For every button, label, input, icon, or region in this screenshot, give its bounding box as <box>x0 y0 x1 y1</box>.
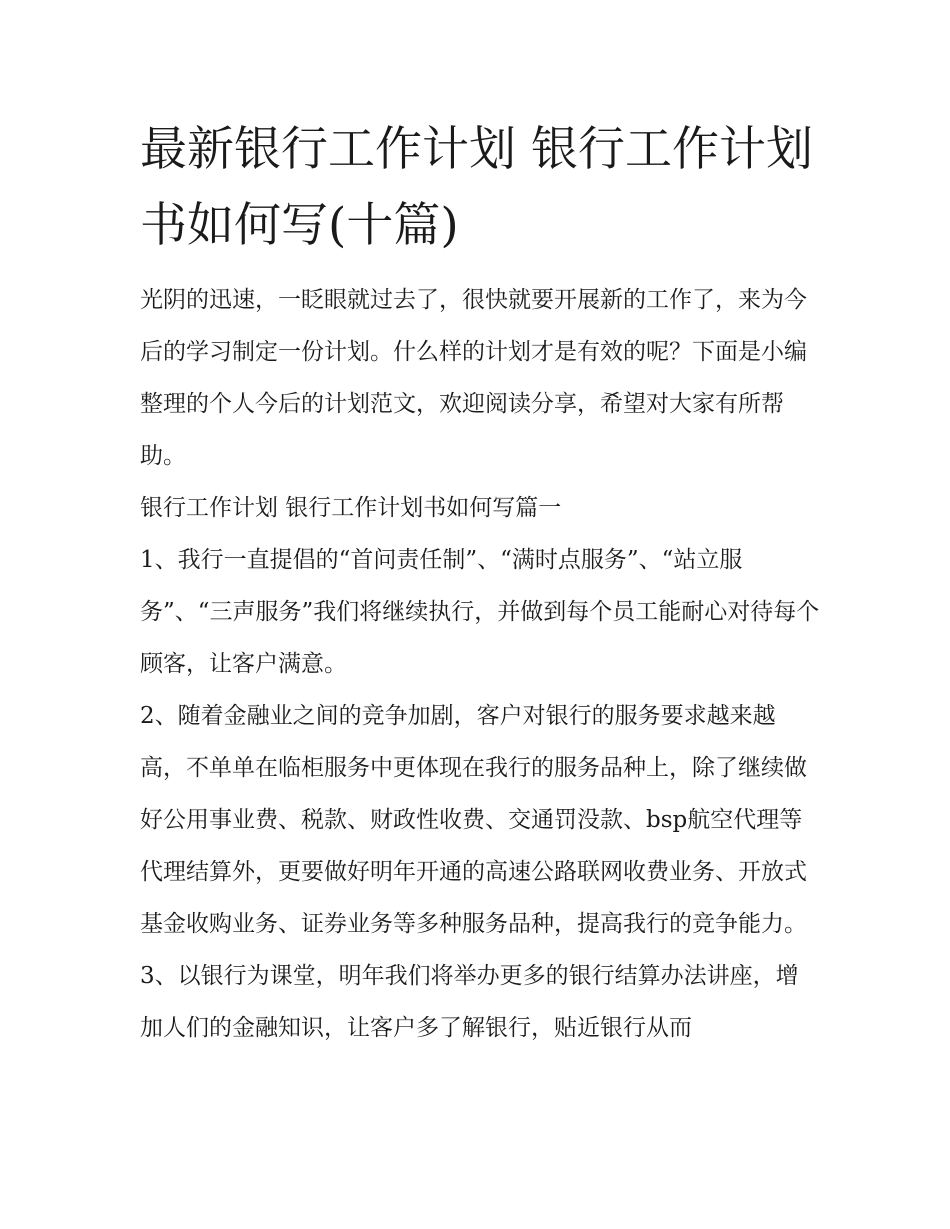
list-item: 2、随着金融业之间的竞争加剧，客户对银行的服务要求越来越高，不单单在临柜服务中更体现在我行的服务品种上，除了继续做好公用事业费、税款、财政性收费、交通罚没款、bsp航空代理等代理结算外，更要做好明年开通的高速公路联网收费业务、开放式基金收购业务、证券业务等多种服务品种，提高我行的竞争能力。 <box>140 703 807 937</box>
section-heading: 银行工作计划 银行工作计划书如何写篇一 <box>140 495 562 521</box>
document-title: 最新银行工作计划 银行工作计划书如何写(十篇) <box>140 122 813 253</box>
list-item: 1、我行一直提倡的“首问责任制”、“满时点服务”、“站立服务”、“三声服务”我们将继续执行，并做到每个员工能耐心对待每个顾客，让客户满意。 <box>140 547 820 677</box>
intro-paragraph: 光阴的迅速，一眨眼就过去了，很快就要开展新的工作了，来为今后的学习制定一份计划。什么样的计划才是有效的呢？下面是小编整理的个人今后的计划范文，欢迎阅读分享，希望对大家有所帮助。 <box>140 287 807 469</box>
list-item: 3、以银行为课堂，明年我们将举办更多的银行结算办法讲座，增加人们的金融知识，让客户多了解银行，贴近银行从而 <box>140 963 799 1041</box>
document-body <box>140 274 820 1054</box>
